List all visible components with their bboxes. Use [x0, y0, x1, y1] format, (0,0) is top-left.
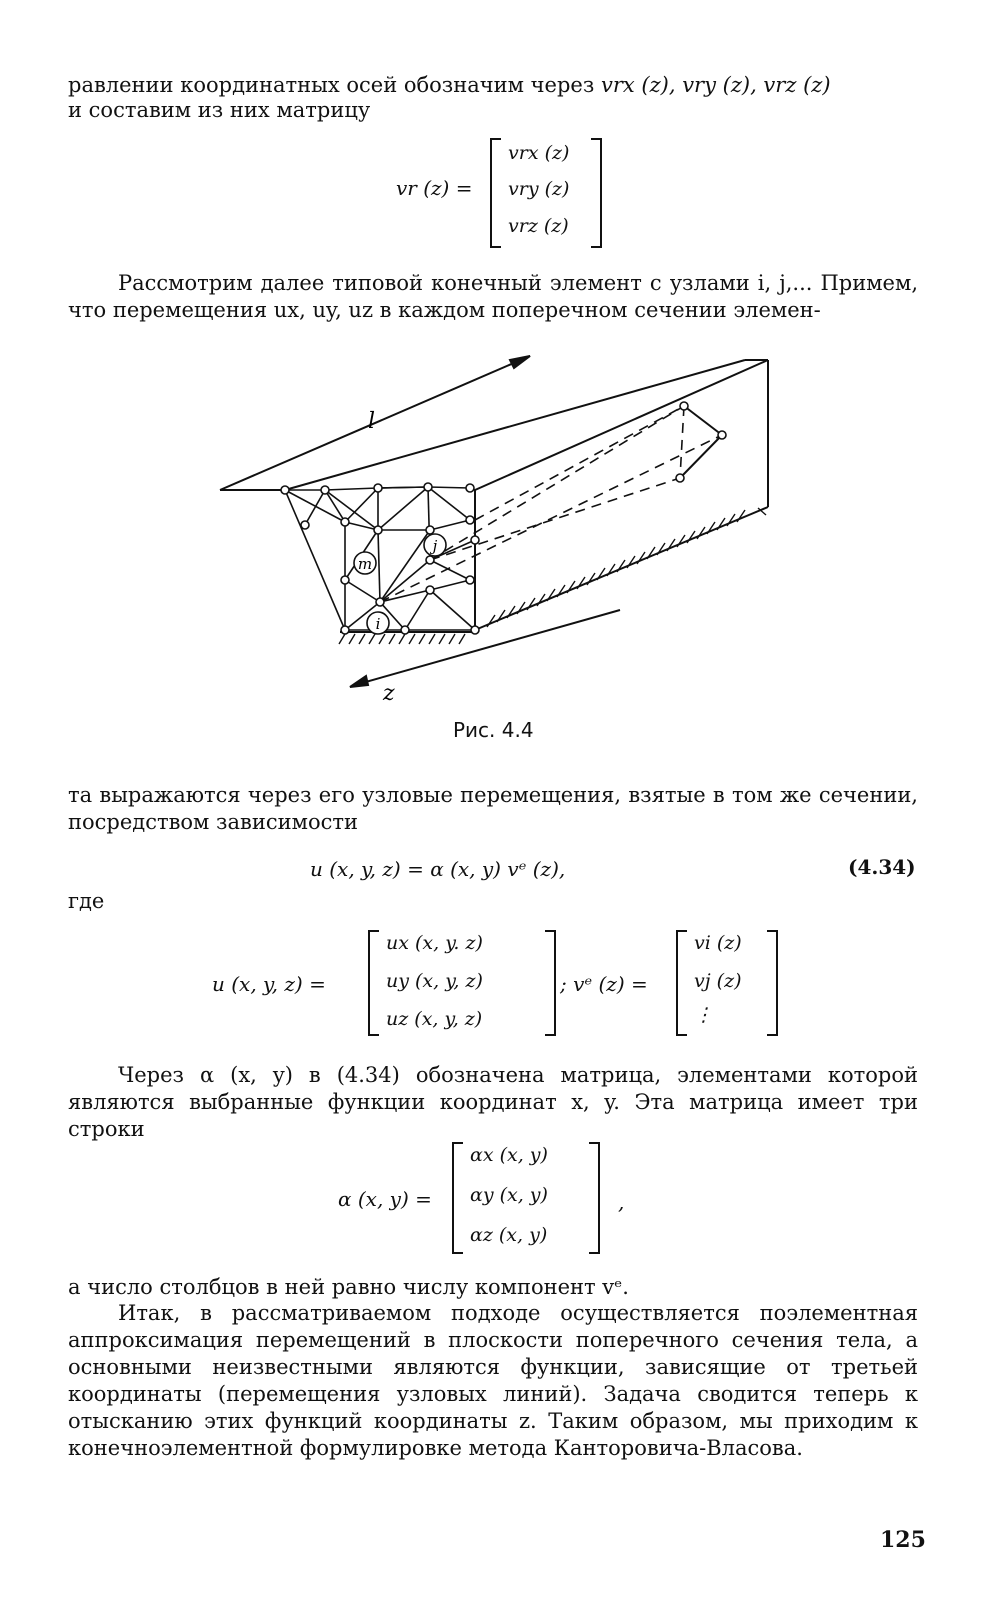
matrix-u: [368, 930, 556, 1036]
where-label: где: [68, 889, 105, 913]
node-m-label: m: [357, 555, 373, 573]
eq-alpha-lhs: α (x, y) =: [338, 1187, 432, 1211]
figure-caption: Рис. 4.4: [453, 718, 534, 742]
matrix-ve: [676, 930, 778, 1036]
intro-text: равлении координатных осей обозначим через: [68, 73, 601, 97]
length-label: l: [368, 409, 376, 434]
matrix-u-row-3: uz (x, y, z): [386, 1008, 483, 1030]
matrix-alpha: [452, 1142, 600, 1254]
intro-line-2: и составим из них матрицу: [68, 98, 371, 122]
page-number: 125: [880, 1527, 926, 1553]
matrix-vr-row-3: vrz (z): [508, 215, 569, 237]
paragraph-alpha: Через α (x, y) в (4.34) обозначена матрица, элементами которой являются выбранные функции координат x, y. Эта матрица имеет три строки: [68, 1063, 918, 1141]
eq-number: (4.34): [848, 855, 916, 879]
eq-u-lhs: u (x, y, z) =: [212, 972, 326, 996]
eq-vr-lhs: vr (z) =: [396, 176, 473, 200]
matrix-ve-row-3: ⋮: [694, 1004, 713, 1026]
paragraph-columns: а число столбцов в ней равно числу компонент vᵉ.: [68, 1275, 629, 1299]
node-i-label: i: [375, 615, 381, 633]
matrix-u-row-1: ux (x, y. z): [386, 932, 483, 954]
node-j-label: j: [432, 537, 438, 555]
figure-4-4: [200, 340, 800, 710]
paragraph-dependency: та выражаются через его узловые перемещения, взятые в том же сечении, посредством зависимости: [68, 783, 918, 834]
eq-ve-lhs: ; vᵉ (z) =: [560, 972, 648, 996]
matrix-ve-row-2: vj (z): [694, 970, 742, 992]
matrix-alpha-row-1: αx (x, y): [470, 1144, 548, 1166]
intro-line-1: [68, 72, 831, 99]
z-axis-label: z: [383, 681, 395, 706]
matrix-alpha-row-3: αz (x, y): [470, 1224, 548, 1246]
eq-main: u (x, y, z) = α (x, y) vᵉ (z),: [310, 857, 566, 881]
eq-alpha-comma: ,: [618, 1190, 625, 1214]
matrix-alpha-row-2: αy (x, y): [470, 1184, 548, 1206]
paragraph-conclusion: Итак, в рассматриваемом подходе осуществляется поэлементная аппроксимация перемещений в плоскости поперечного сечения тела, а основными неизвестными являются функции, зависящие от третьей координаты (перемещения узловых линий). Задача сводится теперь к отысканию этих функций координаты z. Таким образом, мы приходим к конечноэлементной формулировке метода Канторовича-Власова.: [68, 1301, 918, 1460]
matrix-vr-row-1: vrx (z): [508, 142, 570, 164]
matrix-vr-row-2: vry (z): [508, 178, 570, 200]
matrix-vr: [490, 138, 602, 248]
matrix-ve-row-1: vi (z): [694, 932, 742, 954]
matrix-u-row-2: uy (x, y, z): [386, 970, 483, 992]
intro-vector-components: vrx (z), vry (z), vrz (z): [600, 73, 831, 97]
paragraph-element: Рассмотрим далее типовой конечный элемент с узлами i, j,... Примем, что перемещения ux, uy, uz в каждом поперечном сечении элемен-: [68, 271, 918, 322]
